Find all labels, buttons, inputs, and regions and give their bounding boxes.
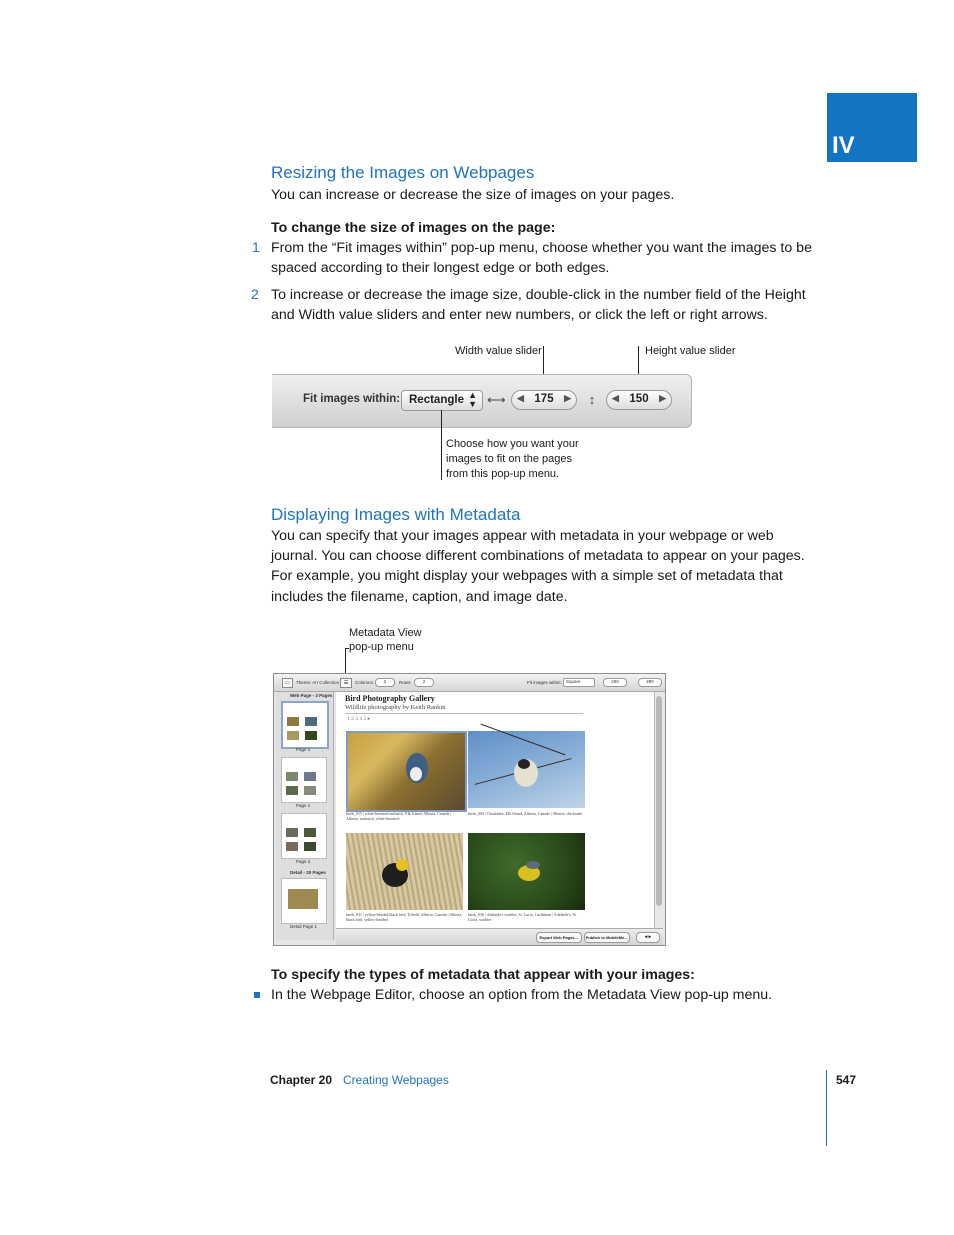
popup-callout-line: from this pop-up menu. (446, 468, 560, 480)
gallery-divider (345, 713, 583, 714)
step-number: 1 (252, 239, 260, 255)
photo-caption: birds_031 | yellow-headed black bird, Tofield, Alberta, Canada | Alberta, black bird, yellow-headed (346, 912, 463, 922)
height-arrows-icon: ↕ (588, 392, 596, 407)
page-thumbnail[interactable] (281, 701, 329, 749)
photo-nuthatch[interactable] (346, 731, 467, 812)
rows-label: Rows: (399, 680, 412, 685)
gallery-subtitle: Wildlife photography by Keith Rankin (345, 704, 446, 711)
height-stepper[interactable]: 290 (638, 678, 662, 687)
decrement-arrow-icon[interactable]: ◀ (612, 393, 619, 403)
step-text-line: From the “Fit images within” pop-up menu, choose whether you want the images to be (271, 240, 812, 256)
updown-arrows-icon: ▲ ▼ (468, 390, 477, 409)
task-heading: To specify the types of metadata that appear with your images: (271, 967, 695, 983)
fit-images-label: Fit images within: (303, 393, 401, 405)
webpage-editor-screenshot (273, 673, 666, 946)
theme-icon[interactable]: ▭ (282, 678, 293, 688)
fit-images-popup-value: Rectangle (409, 394, 464, 406)
bullet-text: In the Webpage Editor, choose an option from the Metadata View pop-up menu. (271, 987, 773, 1003)
page-number: 547 (836, 1073, 857, 1087)
popup-callout-line: Choose how you want your (446, 438, 579, 450)
paragraph-line: journal. You can choose different combinations of metadata to appear on your pages. (271, 548, 805, 564)
width-value[interactable]: 175 (534, 393, 554, 405)
height-value[interactable]: 150 (629, 393, 649, 405)
section-heading-metadata: Displaying Images with Metadata (271, 505, 521, 524)
fit-images-label: Fit images within: (527, 680, 562, 685)
fit-images-popup[interactable] (401, 390, 483, 411)
editor-toolbar (274, 674, 665, 692)
width-slider-callout: Width value slider (455, 345, 542, 357)
scroll-thumb[interactable] (656, 696, 662, 906)
footer-divider (826, 1070, 827, 1146)
page-thumbnail[interactable] (281, 878, 327, 924)
section-heading-resizing: Resizing the Images on Webpages (271, 163, 535, 182)
gallery-title: Bird Photography Gallery (345, 694, 435, 703)
page-nav-arrows-icon[interactable]: ◂ ▸ (636, 932, 660, 943)
photo-caption: birds_036 | Adelaide's warbler, St. Lucia, Caribbean | Adelaide's, St. Lucia, warbler (468, 912, 577, 922)
photo-caption: birds_004 | Chickadee, Elk Island, Alberta, Canada | Alberta, chickadee (468, 811, 583, 816)
thumbnail-label: Detail Page 1 (290, 924, 318, 929)
paragraph-line: You can specify that your images appear with metadata in your webpage or web (271, 528, 774, 544)
photo-chickadee[interactable] (468, 731, 585, 808)
photo-warbler[interactable] (468, 833, 585, 910)
increment-arrow-icon[interactable]: ▶ (659, 393, 666, 403)
height-slider-callout: Height value slider (645, 345, 736, 357)
page-thumbnails-sidebar (276, 692, 334, 940)
page-thumbnail[interactable] (281, 813, 327, 859)
footer-chapter: Chapter 20 (270, 1073, 333, 1087)
theme-label: Theme: Art Collection (296, 680, 340, 685)
page-links[interactable]: 1 2 3 4 5 ▸ (347, 716, 371, 722)
sidebar-header: Detail - 20 Pages (290, 870, 326, 875)
task-heading: To change the size of images on the page: (271, 220, 556, 236)
thumbnail-label: Page 3 (296, 859, 311, 864)
part-number: IV (832, 132, 855, 159)
increment-arrow-icon[interactable]: ▶ (564, 393, 571, 403)
columns-stepper[interactable]: 2 (375, 678, 395, 687)
step-text-line: spaced according to their longest edge or both edges. (271, 260, 610, 276)
sidebar-header: Web Page - 3 Pages (290, 693, 333, 698)
callout-line (345, 648, 349, 649)
popup-callout-line: images to fit on the pages (446, 453, 572, 465)
rows-stepper[interactable]: 2 (414, 678, 434, 687)
columns-label: Columns: (355, 680, 375, 685)
metadata-callout-line: pop-up menu (349, 641, 414, 653)
decrement-arrow-icon[interactable]: ◀ (517, 393, 524, 403)
metadata-callout-line: Metadata View (349, 627, 422, 639)
height-value-slider[interactable] (606, 390, 672, 410)
footer-chapter-title[interactable]: Creating Webpages (343, 1073, 449, 1087)
metadata-view-popup[interactable]: ☰ (340, 678, 352, 688)
page-thumbnail[interactable] (281, 757, 327, 803)
photo-caption: birds_015 | white-breasted nuthatch, Elk Island, Alberta, Canada | Alberta, nuthatch, white-breasted (346, 811, 452, 821)
bullet-icon (254, 992, 260, 998)
step-text-line: and Width value sliders and enter new numbers, or click the left or right arrows. (271, 307, 768, 323)
thumbnail-label: Page 1 (296, 747, 311, 752)
step-number: 2 (251, 286, 259, 302)
part-tab (827, 93, 917, 162)
vertical-scrollbar[interactable] (654, 692, 664, 928)
width-value-slider[interactable] (511, 390, 577, 410)
editor-bottom-bar (336, 928, 663, 945)
photo-blackbird[interactable] (346, 833, 463, 910)
paragraph-line: includes the filename, caption, and image date. (271, 589, 568, 605)
section-intro: You can increase or decrease the size of images on your pages. (271, 187, 675, 203)
width-stepper[interactable]: 290 (603, 678, 627, 687)
fit-popup[interactable]: Square (563, 678, 595, 687)
paragraph-line: For example, you might display your webpages with a simple set of metadata that (271, 568, 783, 584)
thumbnail-label: Page 2 (296, 803, 311, 808)
publish-mobileme-button[interactable]: Publish to MobileMe… (584, 932, 630, 943)
export-web-pages-button[interactable]: Export Web Pages… (536, 932, 582, 943)
callout-line (441, 410, 442, 480)
width-arrows-icon: ⟷ (487, 392, 506, 407)
step-text-line: To increase or decrease the image size, double-click in the number field of the Height (271, 287, 806, 303)
